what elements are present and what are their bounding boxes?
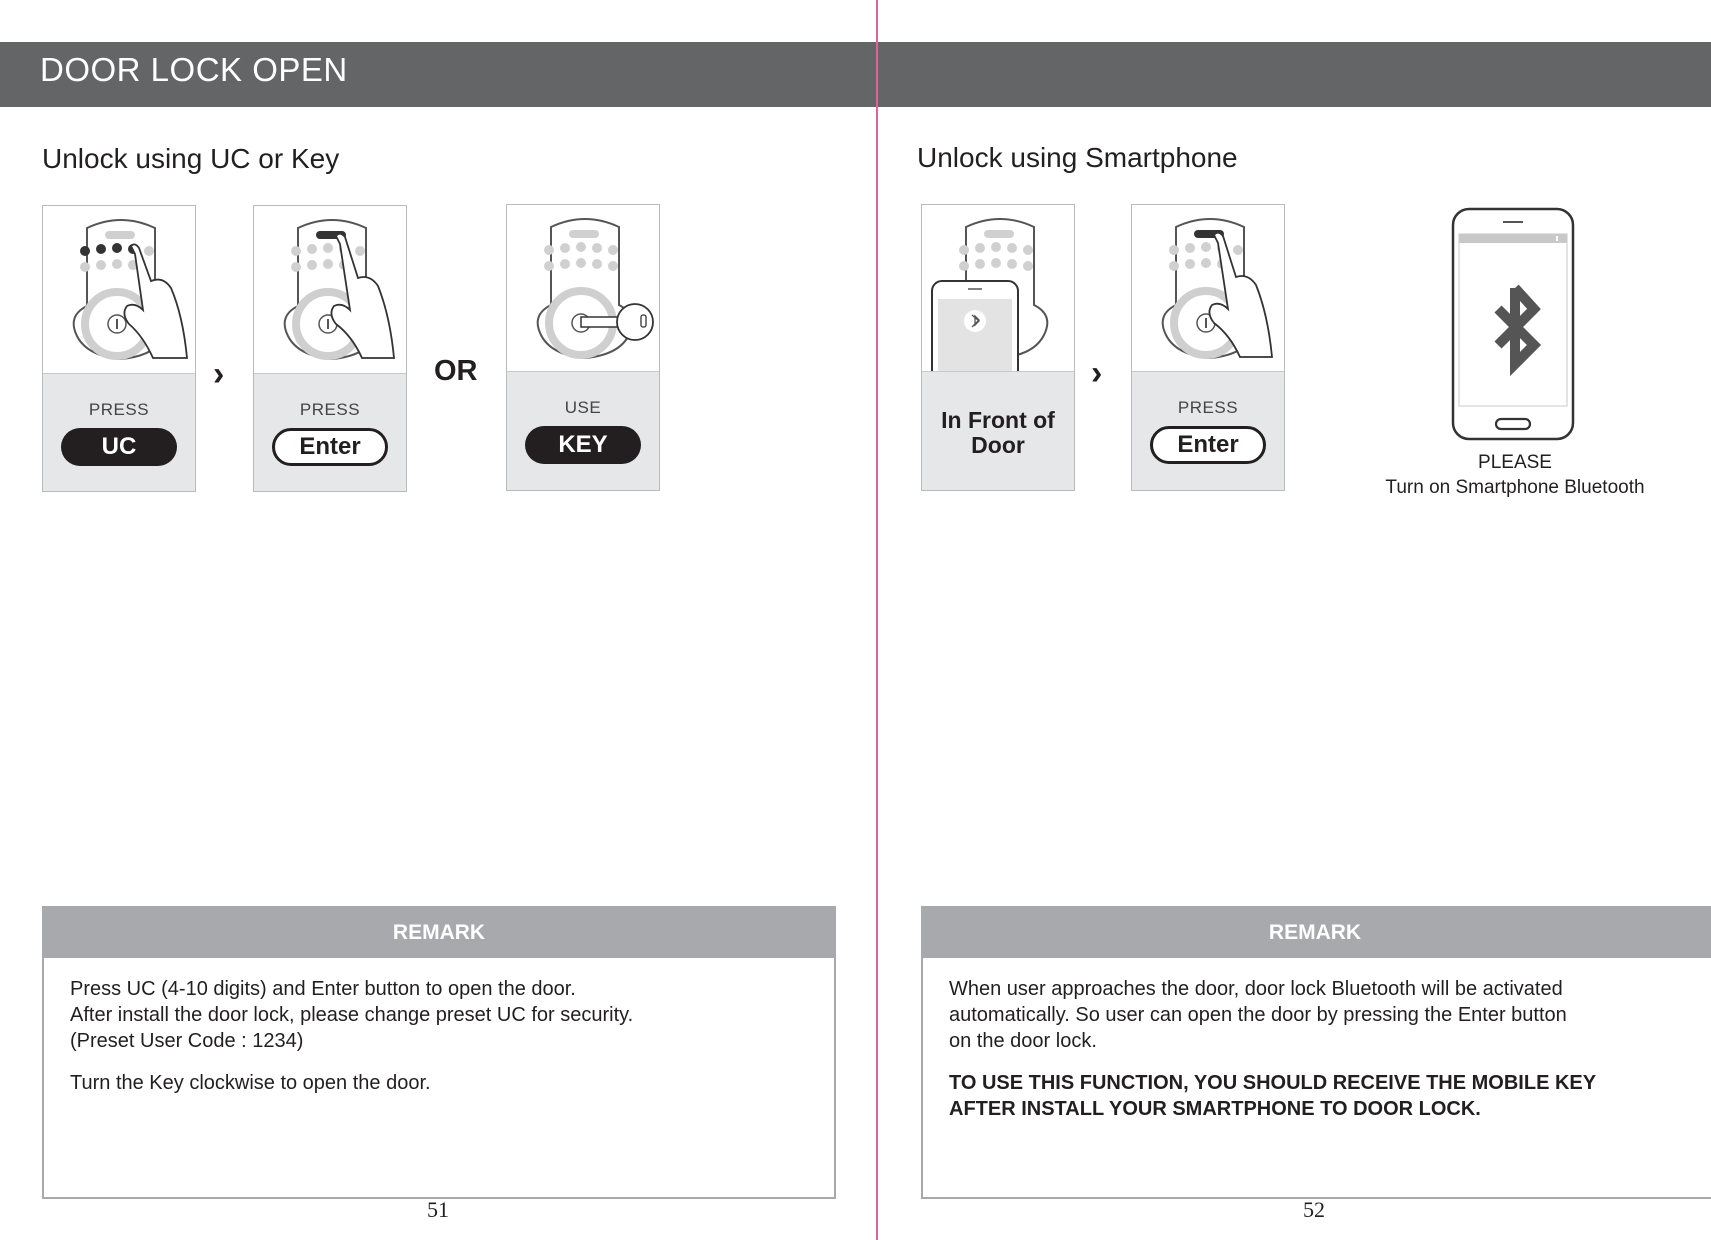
remark-title: REMARK — [44, 908, 834, 958]
page-number-left: 51 — [427, 1197, 449, 1222]
or-label: OR — [434, 355, 478, 387]
remark-warning-line: TO USE THIS FUNCTION, YOU SHOULD RECEIVE THE MOBILE KEY — [949, 1072, 1597, 1094]
step-card-press-uc — [42, 205, 196, 492]
page-number-right: 52 — [1303, 1197, 1325, 1222]
right-remark-box — [921, 906, 1711, 1199]
remark-line: automatically. So user can open the door by pressing the Enter button — [949, 1004, 1567, 1026]
door-lock-icon — [43, 206, 196, 376]
step-card-use-key — [506, 204, 660, 491]
smartphone-icon — [932, 281, 1018, 375]
step-card-lower — [922, 371, 1074, 490]
remark-line: on the door lock. — [949, 1030, 1097, 1052]
bluetooth-instruction: PLEASE Turn on Smartphone Bluetooth — [1385, 452, 1645, 498]
remark-line: (Preset User Code : 1234) — [70, 1030, 304, 1052]
remark-body — [44, 958, 834, 1130]
step-card-press-enter — [253, 205, 407, 492]
step-card-in-front-of-door — [921, 204, 1075, 491]
remark-body — [923, 958, 1711, 1156]
in-front-of-door-label: In Front of Door — [941, 407, 1055, 458]
right-section-title: Unlock using Smartphone — [917, 142, 1238, 173]
chevron-right-icon: › — [1091, 354, 1103, 392]
key-button[interactable]: KEY — [525, 426, 641, 464]
step-card-lower — [507, 371, 659, 490]
enter-button[interactable]: Enter — [1150, 426, 1266, 464]
step-card-lower — [1132, 371, 1284, 490]
uc-button[interactable]: UC — [61, 428, 177, 466]
remark-line: Turn the Key clockwise to open the door. — [70, 1072, 431, 1094]
door-lock-icon — [254, 206, 407, 376]
left-section-title: Unlock using UC or Key — [42, 143, 340, 174]
left-remark-box — [42, 906, 836, 1199]
step-caption: PRESS — [299, 400, 361, 419]
step-card-lower — [254, 373, 406, 491]
remark-line: Press UC (4-10 digits) and Enter button to open the door. — [70, 978, 576, 1000]
page-fold-divider — [876, 0, 878, 1240]
door-lock-icon — [922, 205, 1075, 375]
enter-button[interactable]: Enter — [272, 428, 388, 466]
step-card-lower — [43, 373, 195, 491]
remark-warning-line: AFTER INSTALL YOUR SMARTPHONE TO DOOR LOCK. — [949, 1098, 1481, 1120]
page-title: DOOR LOCK OPEN — [40, 51, 348, 88]
step-caption: USE — [564, 398, 602, 417]
chevron-right-icon: › — [213, 355, 225, 393]
step-caption: PRESS — [88, 400, 150, 419]
remark-line: When user approaches the door, door lock Bluetooth will be activated — [949, 978, 1563, 1000]
step-caption: PRESS — [1177, 398, 1239, 417]
remark-line: After install the door lock, please change preset UC for security. — [70, 1004, 634, 1026]
door-lock-icon — [1132, 205, 1285, 375]
smartphone-icon — [1450, 206, 1576, 442]
step-card-press-enter-smartphone — [1131, 204, 1285, 491]
remark-title: REMARK — [923, 908, 1711, 958]
door-lock-icon — [507, 205, 660, 375]
